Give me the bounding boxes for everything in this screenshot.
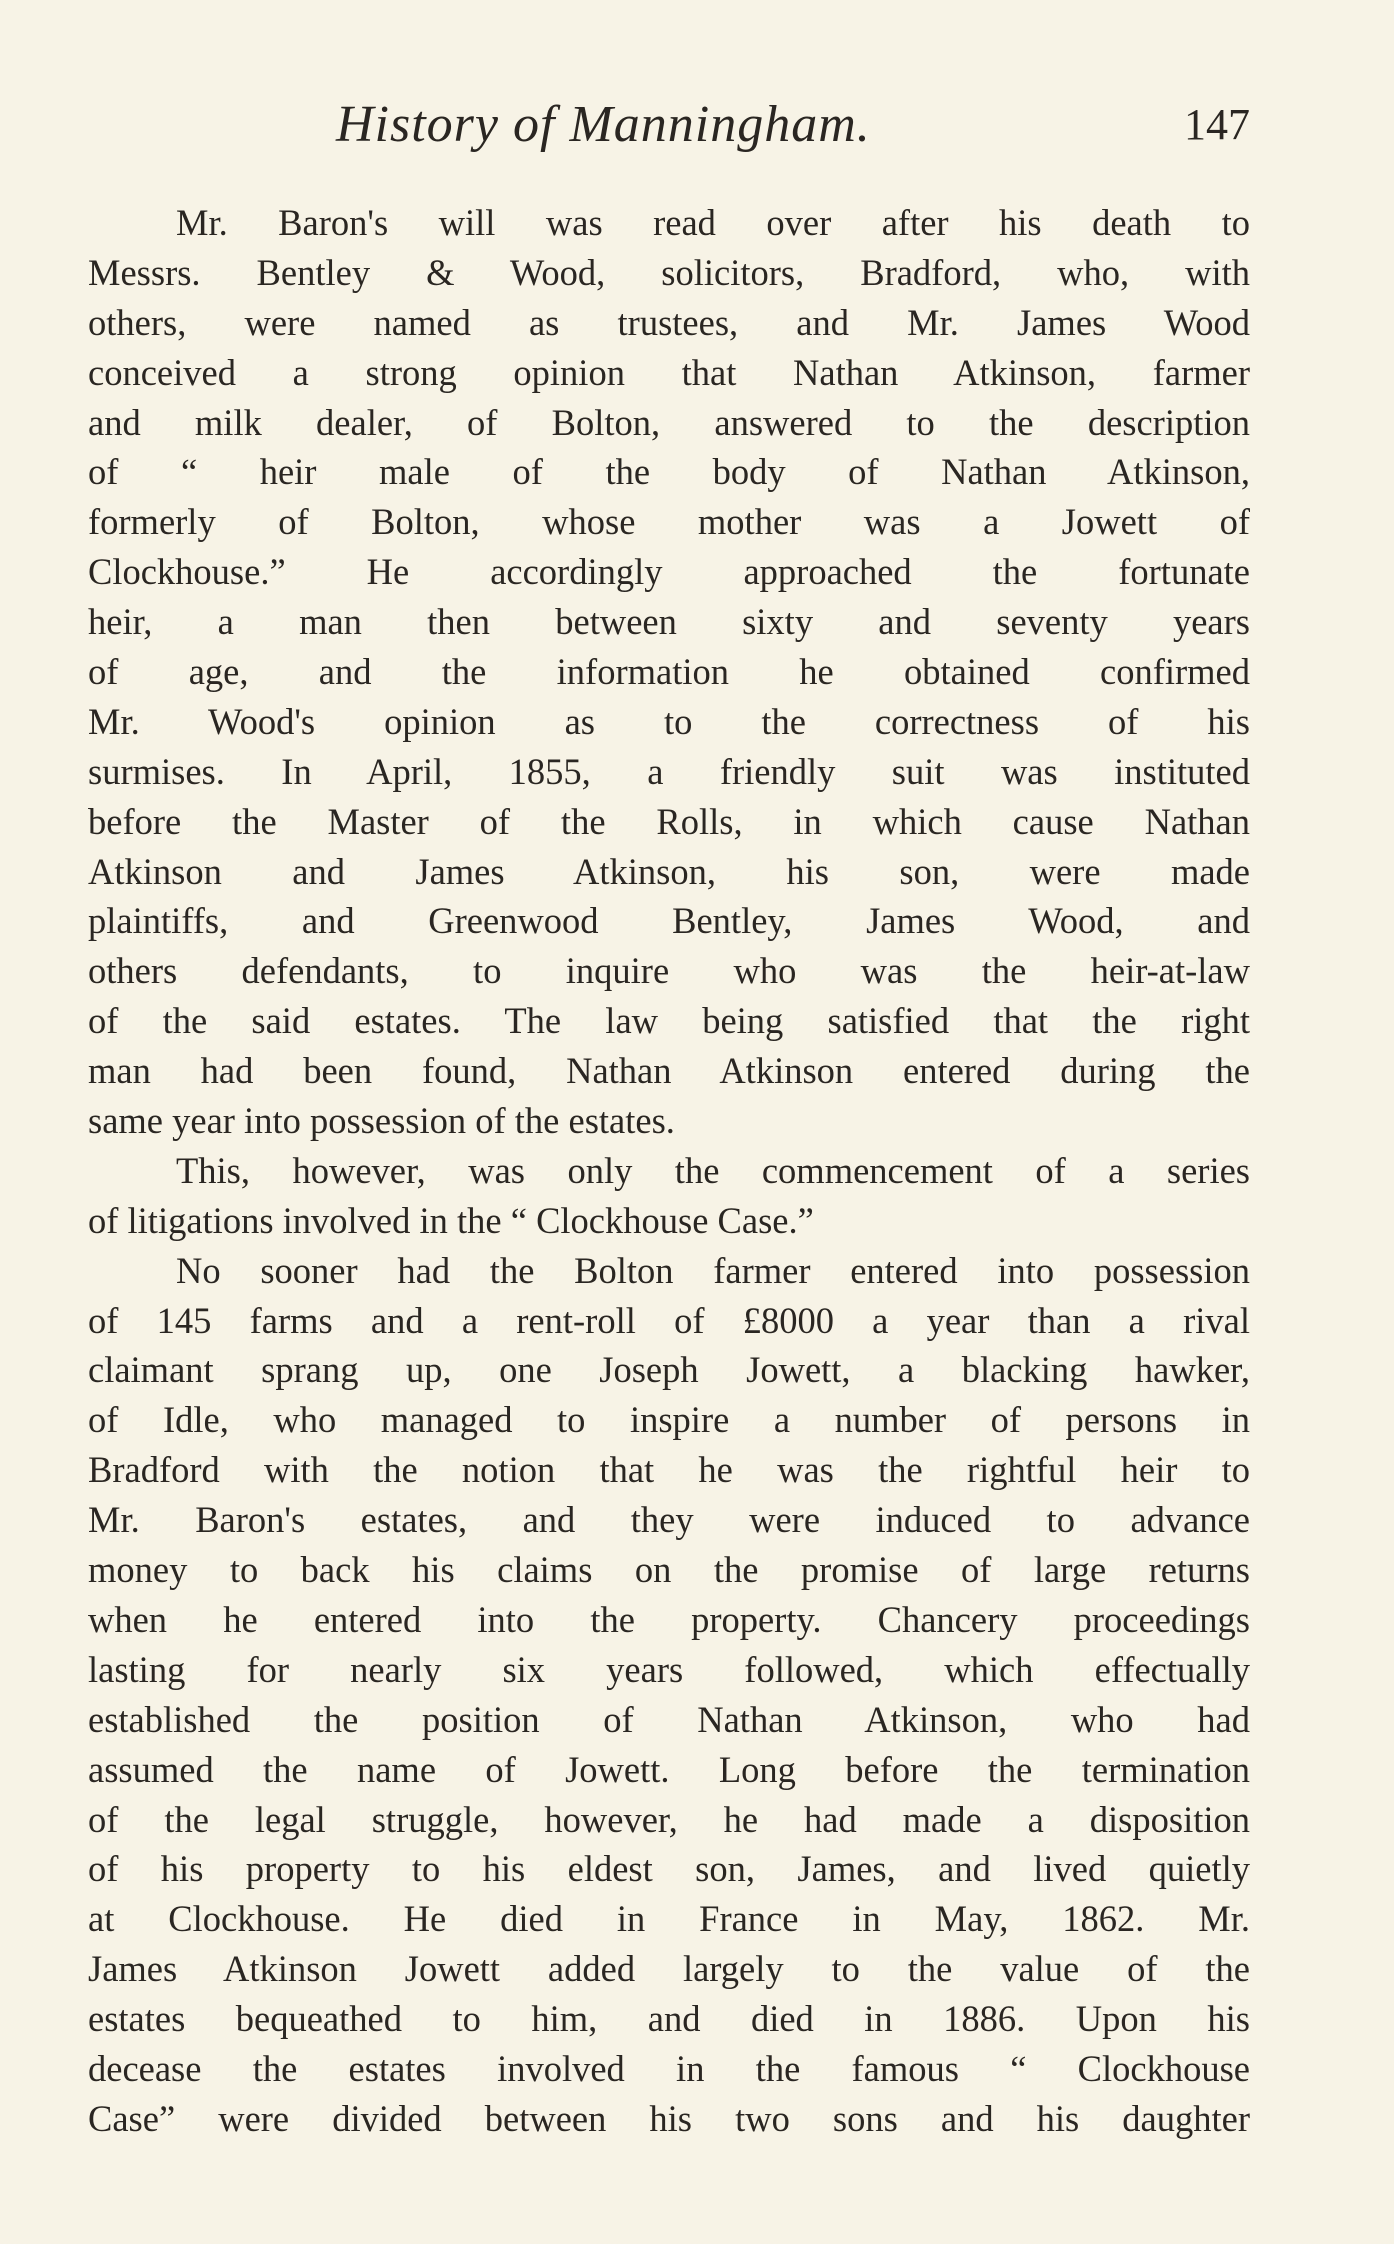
running-title: History of Manningham. — [336, 96, 871, 153]
page-number: 147 — [1184, 100, 1250, 149]
text-line: others, were named as trustees, and Mr. James Wood — [88, 301, 1250, 343]
paragraph-1 — [88, 198, 1250, 1146]
text-line: plaintiffs, and Greenwood Bentley, James Wood, and — [88, 900, 1250, 942]
text-line: No sooner had the Bolton farmer entered into possession — [176, 1249, 1250, 1291]
body-text — [88, 198, 1250, 2144]
text-line: claimant sprang up, one Joseph Jowett, a blacking hawker, — [88, 1349, 1250, 1391]
text-line: Mr. Baron's will was read over after his death to — [176, 202, 1250, 243]
text-line: man had been found, Nathan Atkinson entered during the — [88, 1050, 1250, 1092]
text-line: estates bequeathed to him, and died in 1886. Upon his — [88, 1998, 1250, 2040]
text-line: established the position of Nathan Atkinson, who had — [88, 1698, 1250, 1740]
text-line: of Idle, who managed to inspire a number of persons in — [88, 1399, 1250, 1441]
text-line: Clockhouse.” He accordingly approached the fortunate — [88, 551, 1250, 593]
text-line: of the said estates. The law being satisfied that the right — [88, 1000, 1250, 1042]
text-line: of “ heir male of the body of Nathan Atkinson, — [88, 451, 1250, 493]
text-line: lasting for nearly six years followed, which effectually — [88, 1648, 1250, 1690]
text-line: of his property to his eldest son, James, and lived quietly — [88, 1848, 1250, 1890]
text-line: at Clockhouse. He died in France in May, 1862. Mr. — [88, 1898, 1250, 1940]
text-line: conceived a strong opinion that Nathan Atkinson, farmer — [88, 351, 1250, 393]
text-line: decease the estates involved in the famous “ Clockhouse — [88, 2047, 1250, 2089]
text-line: Atkinson and James Atkinson, his son, were made — [88, 850, 1250, 892]
text-line: formerly of Bolton, whose mother was a Jowett of — [88, 501, 1250, 543]
text-line: Case” were divided between his two sons and his daughter — [88, 2097, 1250, 2139]
text-line: Messrs. Bentley & Wood, solicitors, Bradford, who, with — [88, 251, 1250, 293]
text-line: surmises. In April, 1855, a friendly suit was instituted — [88, 750, 1250, 792]
paragraph-3 — [88, 1246, 1250, 2144]
page-header — [88, 95, 1250, 165]
text-line: same year into possession of the estates. — [88, 1100, 675, 1142]
text-line: heir, a man then between sixty and seventy years — [88, 601, 1250, 643]
paragraph-2 — [88, 1146, 1250, 1246]
text-line: Mr. Baron's estates, and they were induced to advance — [88, 1499, 1250, 1541]
text-line: of the legal struggle, however, he had made a disposition — [88, 1798, 1250, 1840]
text-line: of litigations involved in the “ Clockhouse Case.” — [88, 1199, 814, 1241]
text-line: when he entered into the property. Chancery proceedings — [88, 1598, 1250, 1640]
text-line: Bradford with the notion that he was the rightful heir to — [88, 1449, 1250, 1491]
text-line: and milk dealer, of Bolton, answered to the description — [88, 401, 1250, 443]
text-line: assumed the name of Jowett. Long before the termination — [88, 1748, 1250, 1790]
text-line: of age, and the information he obtained confirmed — [88, 651, 1250, 693]
text-line: money to back his claims on the promise of large returns — [88, 1549, 1250, 1591]
text-line: This, however, was only the commencement of a series — [176, 1149, 1250, 1191]
text-line: of 145 farms and a rent-roll of £8000 a year than a rival — [88, 1299, 1250, 1341]
text-line: James Atkinson Jowett added largely to the value of the — [88, 1948, 1250, 1990]
text-line: before the Master of the Rolls, in which cause Nathan — [88, 800, 1250, 842]
text-line: others defendants, to inquire who was the heir-at-law — [88, 950, 1250, 992]
text-line: Mr. Wood's opinion as to the correctness of his — [88, 700, 1250, 742]
